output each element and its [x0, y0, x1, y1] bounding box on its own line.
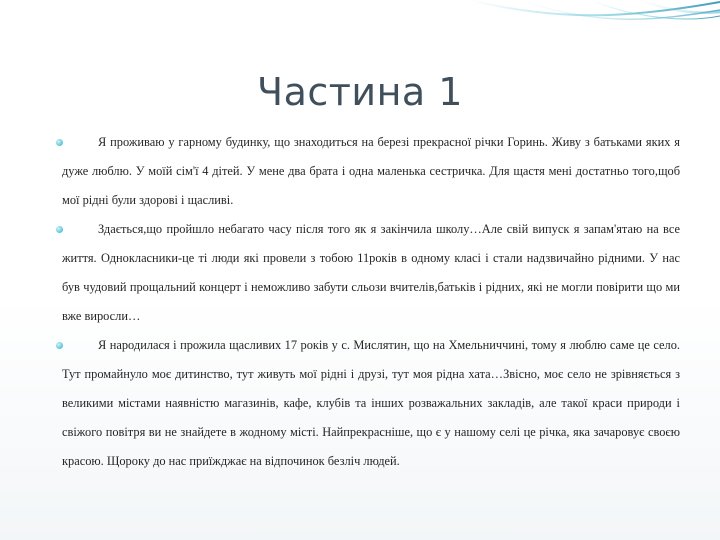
bullet-list [62, 128, 680, 476]
bullet-dot-icon [56, 342, 63, 349]
bullet-item [62, 215, 680, 331]
bullet-text: Здається,що пройшло небагато часу після того як я закінчила школу…Але свій випуск я запам'ятаю на все життя. Однокласники-це ті люди які провели з тобою 11років в одному класі і стали надзвичайно рідними. У нас був чудовий прощальний концерт і неможливо забути сльози вчителів,батьків і рідних, які не могли повірити що ми вже виросли… [62, 222, 680, 323]
bullet-text: Я проживаю у гарному будинку, що знаходиться на березі прекрасної річки Горинь. Живу з батьками яких я дуже люблю. У моїй сім'ї 4 дітей. У мене два брата і одна маленька сестричка. Для щастя мені достатньо того,щоб мої рідні були здорові і щасливі. [62, 135, 680, 207]
slide-title: Частина 1 [257, 70, 463, 114]
bullet-item [62, 128, 680, 215]
bullet-text: Я народилася і прожила щасливих 17 років у с. Мислятин, що на Хмельниччині, тому я люблю саме це село. Тут промайнуло моє дитинство, тут живуть мої рідні і друзі, тут моя рідна хата…Звісно, моє село не зрівняється з великими містами наявністю магазинів, кафе, клубів та інших розважальних закладів, але такої краси природи і свіжого повітря ви не знайдете в жодному місті. Найпрекрасніше, що є у нашому селі це річка, яка зачаровує своєю красою. Щороку до нас приїжджає на відпочинок безліч людей. [62, 338, 680, 468]
bullet-dot-icon [56, 226, 63, 233]
bullet-item [62, 331, 680, 476]
bullet-dot-icon [56, 139, 63, 146]
